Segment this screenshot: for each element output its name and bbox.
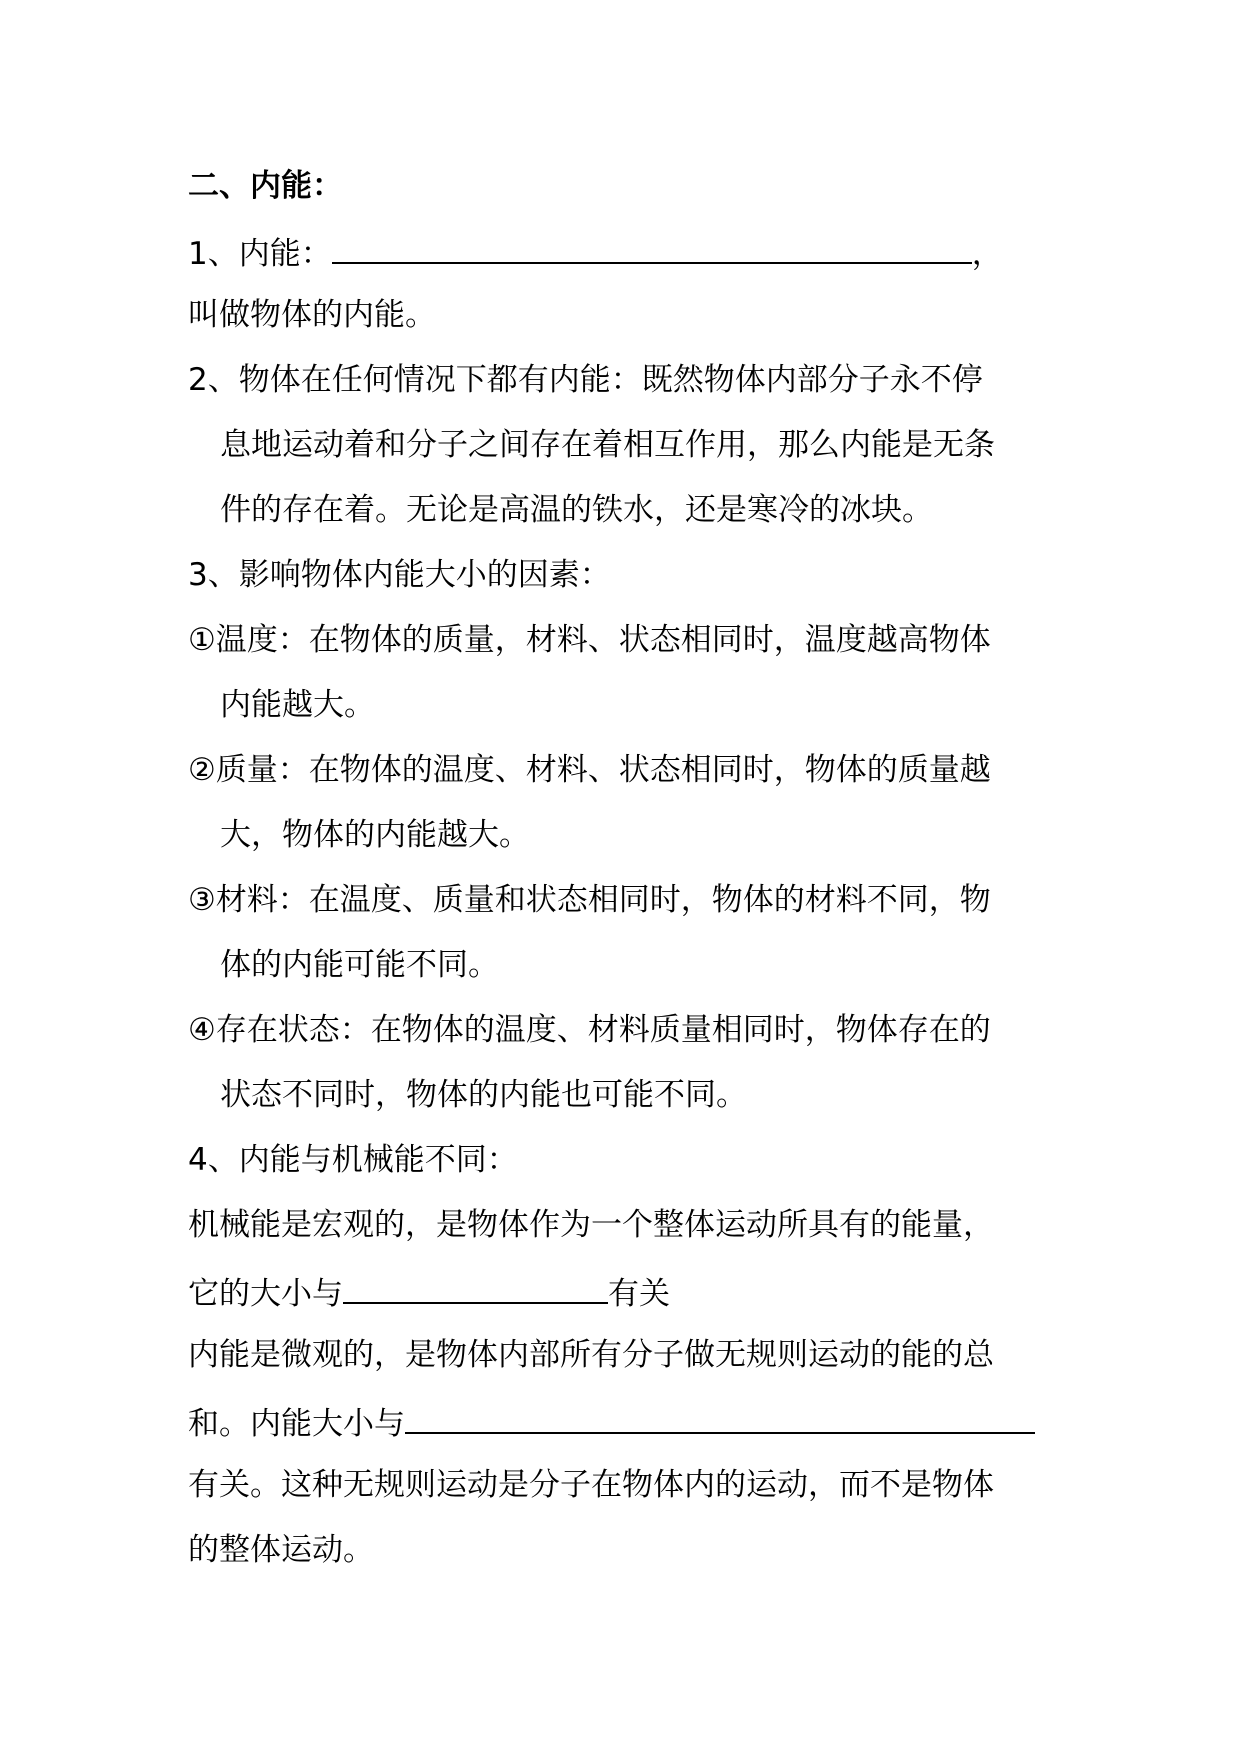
item-2-line-3: 件的存在着。无论是高温的铁水，还是寒冷的冰块。 xyxy=(220,492,933,528)
factor-3-line-1: ③材料：在温度、质量和状态相同时，物体的材料不同，物 xyxy=(188,882,991,918)
factor-2-line-1: ②质量：在物体的温度、材料、状态相同时，物体的质量越 xyxy=(188,752,991,788)
item-3-line: 3、影响物体内能大小的因素： xyxy=(188,557,611,593)
item-1-label: 1、内能： xyxy=(188,236,332,272)
factor-1-line-2: 内能越大。 xyxy=(220,687,375,723)
mechanical-line-1: 机械能是宏观的，是物体作为一个整体运动所具有的能量， xyxy=(188,1207,994,1243)
mechanical-suffix: 有关 xyxy=(608,1276,670,1312)
factor-3-line-2: 体的内能可能不同。 xyxy=(220,947,499,983)
mechanical-prefix: 它的大小与 xyxy=(188,1276,343,1312)
internal-line-4: 的整体运动。 xyxy=(188,1532,374,1568)
item-4-line: 4、内能与机械能不同： xyxy=(188,1142,518,1178)
factor-1-line-1: ①温度：在物体的质量，材料、状态相同时，温度越高物体 xyxy=(188,622,991,658)
mechanical-blank[interactable] xyxy=(343,1270,608,1304)
item-1-line xyxy=(188,230,1003,270)
factor-4-line-2: 状态不同时，物体的内能也可能不同。 xyxy=(220,1077,747,1113)
internal-line-2 xyxy=(188,1400,1035,1440)
internal-prefix: 和。内能大小与 xyxy=(188,1406,405,1442)
section-heading: 二、内能： xyxy=(188,168,343,204)
internal-line-3: 有关。这种无规则运动是分子在物体内的运动，而不是物体 xyxy=(188,1467,994,1503)
internal-line-1: 内能是微观的，是物体内部所有分子做无规则运动的能的总 xyxy=(188,1337,994,1373)
factor-4-line-1: ④存在状态：在物体的温度、材料质量相同时，物体存在的 xyxy=(188,1012,991,1048)
item-1-continuation: 叫做物体的内能。 xyxy=(188,297,436,333)
item-2-line-1: 2、物体在任何情况下都有内能：既然物体内部分子永不停 xyxy=(188,362,983,398)
item-1-blank[interactable] xyxy=(332,230,972,264)
internal-blank[interactable] xyxy=(405,1400,1035,1434)
item-1-comma: ， xyxy=(971,236,1003,272)
mechanical-line-2 xyxy=(188,1270,670,1310)
factor-2-line-2: 大，物体的内能越大。 xyxy=(220,817,530,853)
item-2-line-2: 息地运动着和分子之间存在着相互作用，那么内能是无条 xyxy=(220,427,995,463)
